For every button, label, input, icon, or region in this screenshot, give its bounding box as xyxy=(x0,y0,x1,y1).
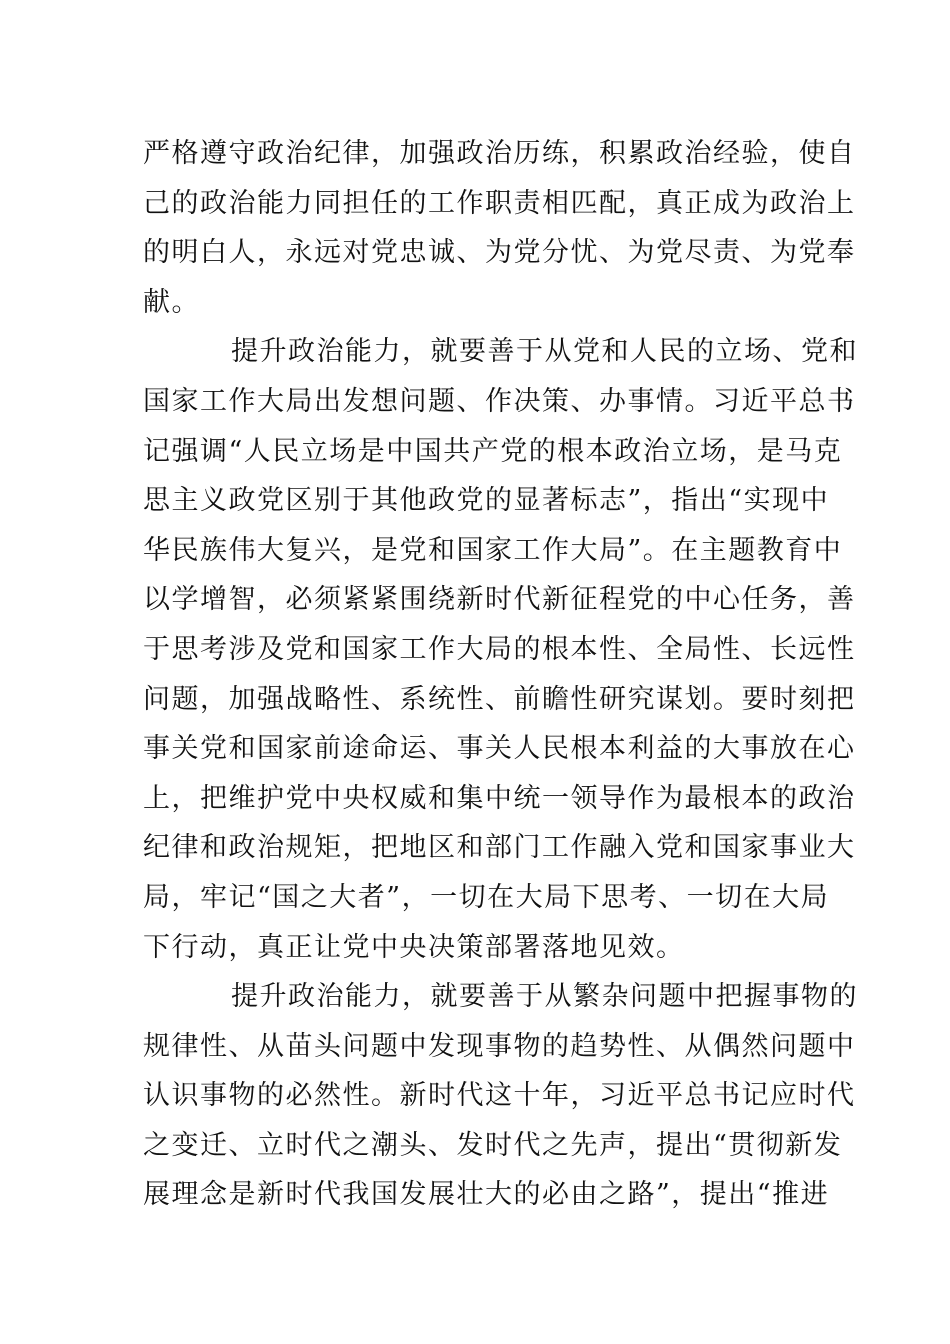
text-line: 华民族伟大复兴，是党和国家工作大局”。在主题教育中 xyxy=(143,534,843,566)
text-line: 局，牢记“国之大者”，一切在大局下思考、一切在大局 xyxy=(143,881,830,913)
text-line: 纪律和政治规矩，把地区和部门工作融入党和国家事业大 xyxy=(143,832,856,864)
paragraph-2 xyxy=(143,327,858,972)
text-line: 提升政治能力，就要善于从繁杂问题中把握事物的 xyxy=(231,981,858,1013)
text-line: 问题，加强战略性、系统性、前瞻性研究谋划。要时刻把 xyxy=(143,683,856,715)
text-line: 认识事物的必然性。新时代这十年，习近平总书记应时代 xyxy=(143,1080,856,1112)
text-line: 献。 xyxy=(143,286,200,318)
text-line: 提升政治能力，就要善于从党和人民的立场、党和 xyxy=(231,336,858,368)
text-line: 下行动，真正让党中央决策部署落地见效。 xyxy=(143,931,685,963)
text-line: 以学增智，必须紧紧围绕新时代新征程党的中心任务，善 xyxy=(143,584,856,616)
text-line: 之变迁、立时代之潮头、发时代之先声，提出“贯彻新发 xyxy=(143,1129,843,1161)
text-line: 于思考涉及党和国家工作大局的根本性、全局性、长远性 xyxy=(143,633,856,665)
text-line: 思主义政党区别于其他政党的显著标志”，指出“实现中 xyxy=(143,485,830,517)
paragraph-1 xyxy=(143,129,856,327)
paragraph-3 xyxy=(143,972,858,1220)
text-line: 事关党和国家前途命运、事关人民根本利益的大事放在心 xyxy=(143,733,856,765)
text-line: 记强调“人民立场是中国共产党的根本政治立场，是马克 xyxy=(143,435,843,467)
text-line: 上，把维护党中央权威和集中统一领导作为最根本的政治 xyxy=(143,782,856,814)
text-line: 己的政治能力同担任的工作职责相匹配，真正成为政治上 xyxy=(143,187,856,219)
document-body xyxy=(143,129,858,1220)
text-line: 的明白人，永远对党忠诚、为党分忧、为党尽责、为党奉 xyxy=(143,237,856,269)
text-line: 规律性、从苗头问题中发现事物的趋势性、从偶然问题中 xyxy=(143,1030,856,1062)
text-line: 国家工作大局出发想问题、作决策、办事情。习近平总书 xyxy=(143,385,856,417)
text-line: 严格遵守政治纪律，加强政治历练，积累政治经验，使自 xyxy=(143,138,856,169)
text-line: 展理念是新时代我国发展壮大的必由之路”，提出“推进 xyxy=(143,1179,830,1211)
